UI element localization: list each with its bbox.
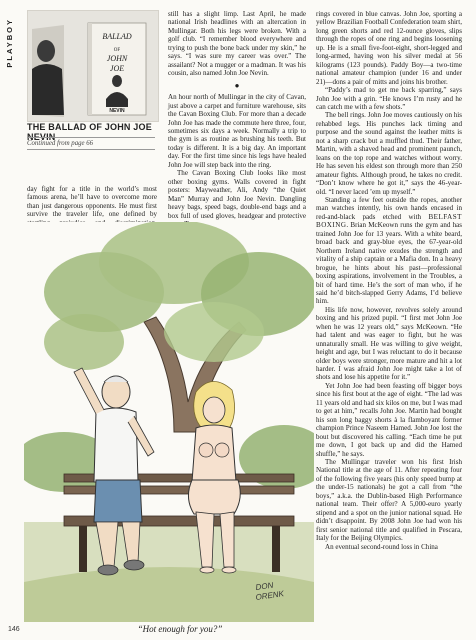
paragraph: The Cavan Boxing Club looks like most other boxing gyms. Walls covered in fight posters: Mayweather, Ali, Andy “the Quiet Man” Murray and John Joe Nevin. Dangling heavy bags, speed bags, double-end bags and a box full of used gloves, headgear and protective	[168, 169, 306, 220]
paragraph: Yet John Joe had been feasting off bigger boys since his first bout at the age of eight. “The lad was 11 years old and had six kilos on me, but I was mad to get at him,” recalls John Joe. Martin had bought his son long baggy shorts à la flamboyant former champion Prince Naseem Hamed. John Joe lost the bout but discovered his calling. “Each time he put me down, I got back up and did the Hamed shuffle,” he says.	[316, 381, 462, 458]
cartoon-drawing	[24, 222, 314, 622]
book-word-of: OF	[113, 48, 121, 53]
paragraph: The bell rings. John Joe moves cautiously on his rehabbed legs. His punches lack timing and purpose and the sound against the leather mitts is not a sharp crack but a muffled thud. Their father, Martin, with a shaved head and prominent paunch, leans on the top rope and watches without worry. He has seven his eldest son through more than 250 amateur fights. Although proud, he takes no credit. “Don’t know where he got it,” says the 46-year-old. “I never laced ’em up myself.”	[316, 111, 462, 196]
book-word-john: JOHN	[106, 54, 128, 63]
page-number: 146	[8, 626, 20, 633]
book-cover-photo	[27, 10, 159, 122]
book-word-nevin: NEVIN	[109, 108, 125, 114]
artist-signature-line2: ORENK	[255, 589, 285, 602]
book-word-ballad: BALLAD	[102, 32, 132, 41]
artist-signature: DON	[255, 580, 274, 592]
paragraph: rings covered in blue canvas. John Joe, sporting a yellow Brazilian Football Confederation team shirt, long green shorts and red 12-ounce gloves, slips through the ropes of one ring and begins loosening up. He is a small five-foot-eight, short-legged and long-armed, having won his silver medal at 56 kilograms (123 pounds). Paddy Boy—a two-time national amateur champion (under 16 and under 21)—dons a pair of mitts and joins his brother.	[316, 10, 462, 86]
paragraph: An eventual second-round loss in China	[325, 542, 438, 551]
section-break-dot: ●	[234, 80, 240, 90]
paragraph	[316, 196, 462, 306]
paragraph: An hour north of Mullingar in the city of Cavan, just above a carpet and furniture warehouse, sits the Cavan Boxing Club. For more than a decade John Joe has made the commute here three, four, sometimes six days a week. Normally a trip to the gym is as routine as brushing his teeth. But today is different. It is a big day. An important day. For the first time since his legs have healed John Joe will step back into the ring.	[168, 93, 306, 169]
book-word-joe: JOE	[109, 64, 125, 73]
column-2	[168, 10, 306, 228]
paragraph: day fight for a title in the world’s most famous arena, he’ll have to overcome more than just dangerous opponents. He must first survive the traveler life, one defined by	[27, 185, 157, 219]
article-title: THE BALLAD OF JOHN JOE NEVIN	[27, 122, 152, 142]
paragraph: The Mullingar traveler won his first Irish National title at the age of 11. After repeating four of the following five years (his only speed bump at the under-15 nationals) he got a call from “the boys,” a.k.a. the Dublin-based High Performance national team. Their offer? A 5,000-euro yearly stipend and a spot on the junior national squad. He didn’t disappoint. By 2008 John Joe had won his first senior national title and qualified in Pescara, Italy for the Beijing Olympics.	[316, 458, 462, 543]
column-3	[316, 10, 462, 551]
paragraph-part: . Brian McKeown runs the gym and has trained John Joe for 13 years. With a white beard, broad back and gray-blue eyes, the 67-year-old Northern Ireland native exudes the strength and vitality of a ship captain or a Mafia don. In a heavy brogue, he hints about his past—professional boxing aspirations, involvement in the Troubles, a bit of hard time. He’s the sort of man who, if he said he’d bitch-slapped Gerry Adams, I’d believe him.	[316, 221, 462, 306]
paragraph-part: Standing a few feet outside the ropes, another man watches intently, his own hands encased in red-and-black pads etched with	[316, 195, 462, 221]
continued-from-note: Continued from page 66	[27, 137, 155, 150]
magazine-name: PLAYBOY	[5, 18, 14, 68]
paragraph: still has a slight limp. Last April, he made national Irish headlines with an altercation in Mullingar. Both his legs were broken. With a golf club. “I remember blood everywhere and trying to push the bone back under my skin,” he says. “I was sure my career was over.” The assailant? Not a mugger or a madman. It was his cousin, also named John Joe Nevin.	[168, 10, 306, 78]
paragraph: His life now, however, revolves solely around boxing and his prized pupil. “I first met John Joe when he was 12 years old,” says McKeown. “He had talent and was eager to fight, but he was unnaturally small. He was willing to give weight, height and age, but I was reluctant to do it because older boys were stronger, more mature and hit a lot harder. I was afraid John Joe might take a lot of shots and lose his appetite for it.”	[316, 305, 462, 382]
cartoon-illustration	[24, 222, 314, 622]
smallcaps-text: BELFAST BOXING	[316, 212, 462, 230]
paragraph: “Paddy’s mad to get me back sparring,” says John Joe with a grin. “He knows I’m rusty and he can catch me with a few shots.”	[316, 86, 462, 111]
cartoon-caption: “Hot enough for you?”	[137, 624, 223, 634]
book-cover-illustration	[28, 11, 158, 121]
